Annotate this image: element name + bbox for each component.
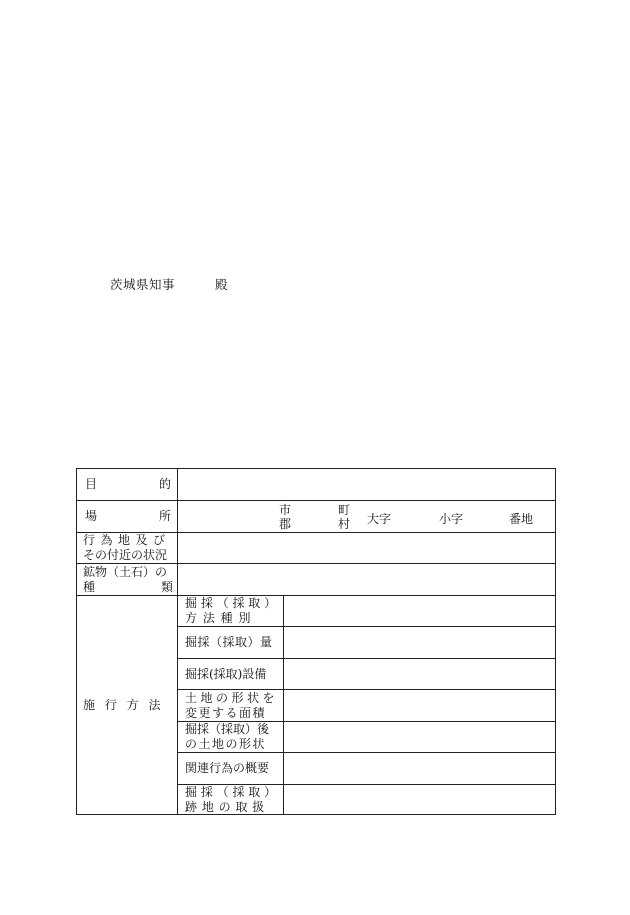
method-row-excavation-equipment: 掘採(採取)設備 — [185, 666, 267, 681]
method-row-related-acts: 関連行為の概要 — [185, 761, 270, 775]
mineral-type-label: 鉱物（土石）の 種 類 — [83, 565, 173, 594]
method-row-changed-area: 土地の形状を 変更する面積 — [185, 690, 279, 720]
method-label: 施 行 方 法 — [83, 698, 161, 712]
method-row-excavation-type: 掘 採 （ 採 取 ） 方 法 種 別 — [185, 596, 277, 625]
koaza-label: 小字 — [439, 512, 464, 526]
town-village-marker: 町 村 — [337, 503, 350, 531]
honorific: 殿 — [215, 277, 229, 292]
governor-title: 茨城県知事 — [110, 277, 176, 292]
banchi-label: 番地 — [509, 512, 534, 526]
application-form-table — [76, 468, 556, 815]
column-divider — [283, 595, 284, 814]
method-row-excavation-amount: 掘採（採取）量 — [185, 635, 273, 649]
addressee-line — [110, 275, 228, 293]
row-divider — [77, 595, 555, 596]
column-divider — [177, 469, 178, 814]
method-row-post-shape: 掘採（採取）後 の土地の形状 — [185, 722, 270, 751]
row-divider — [77, 500, 555, 501]
row-divider — [77, 563, 555, 564]
method-row-site-handling: 掘 採 （ 採 取 ） 跡 地 の 取 扱 — [185, 785, 277, 814]
oaza-label: 大字 — [367, 512, 392, 526]
purpose-label: 目 的 — [85, 477, 171, 491]
location-label: 場 所 — [85, 509, 171, 523]
city-county-marker: 市 郡 — [278, 503, 291, 531]
site-condition-label: 行為地及び その付近の状況 — [83, 533, 171, 562]
